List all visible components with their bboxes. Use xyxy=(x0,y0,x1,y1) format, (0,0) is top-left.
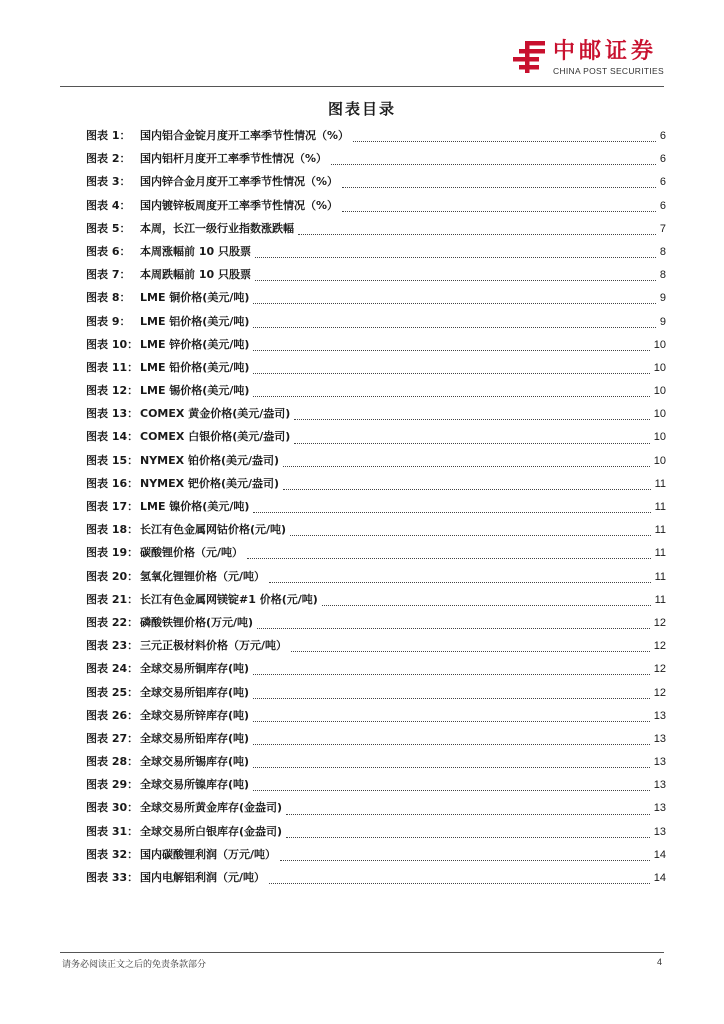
toc-entry-label: 图表 22： xyxy=(86,615,139,629)
toc-entry[interactable] xyxy=(86,289,666,312)
toc-entry-label: 图表 33： xyxy=(86,871,139,884)
toc-entry-label: 图表 25： xyxy=(86,685,139,699)
logo-chinese-name: 中邮证券 xyxy=(553,39,658,64)
company-logo xyxy=(511,40,664,76)
toc-entry-caption: LME 镍价格(美元/吨) xyxy=(140,500,250,513)
toc-entry-page: 12 xyxy=(653,640,666,653)
toc-entry-page: 13 xyxy=(653,756,666,769)
toc-title: 图表目录 xyxy=(327,100,396,118)
toc-entry-label: 图表 23： xyxy=(86,639,139,653)
toc-entry-caption: 国内铝合金锭月度开工率季节性情况（%） xyxy=(140,129,350,142)
toc-dot-leader xyxy=(286,814,650,815)
toc-entry-caption: 全球交易所黄金库存(金盎司) xyxy=(140,801,283,815)
toc-entry-label: 图表 9： xyxy=(86,314,131,328)
toc-entry-label: 图表 19： xyxy=(86,546,139,560)
toc-entry-label: 图表 26： xyxy=(86,708,139,722)
toc-entry-page: 6 xyxy=(659,130,666,142)
toc-dot-leader xyxy=(286,837,650,838)
toc-dot-leader xyxy=(291,651,650,652)
toc-entry-page: 13 xyxy=(653,825,666,838)
toc-entry-page: 12 xyxy=(653,663,666,676)
toc-entry-page: 10 xyxy=(653,408,666,421)
toc-entry-caption: LME 铜价格(美元/吨) xyxy=(140,291,250,305)
toc-entry[interactable] xyxy=(86,382,666,405)
toc-entry-caption: 磷酸铁锂价格(万元/吨) xyxy=(140,615,254,629)
toc-entry[interactable] xyxy=(86,869,666,892)
toc-entry-page: 10 xyxy=(653,431,666,444)
toc-entry-caption: COMEX 白银价格(美元/盎司) xyxy=(140,430,291,444)
toc-entry-caption: LME 铅价格(美元/吨) xyxy=(140,360,250,374)
toc-entry-label: 图表 28： xyxy=(86,755,139,769)
toc-entry-page: 12 xyxy=(653,686,666,699)
toc-entry-page: 14 xyxy=(653,872,666,884)
toc-entry-page: 11 xyxy=(654,570,666,583)
toc-entry-page: 10 xyxy=(653,361,666,374)
toc-entry-caption: 全球交易所铅库存(吨) xyxy=(140,731,250,745)
header-divider xyxy=(60,86,664,87)
toc-entry-label: 图表 13： xyxy=(86,407,139,421)
toc-dot-leader xyxy=(283,489,651,490)
toc-dot-leader xyxy=(294,443,649,444)
toc-entry-caption: LME 锡价格(美元/吨) xyxy=(140,384,250,398)
toc-dot-leader xyxy=(342,211,656,212)
toc-entry-caption: LME 锌价格(美元/吨) xyxy=(140,337,250,351)
toc-dot-leader xyxy=(253,373,649,374)
toc-dot-leader xyxy=(253,303,656,304)
toc-entry-label: 图表 14： xyxy=(86,430,139,444)
toc-entry-label: 图表 15： xyxy=(86,453,139,467)
toc-entry[interactable] xyxy=(86,428,666,451)
toc-entry[interactable] xyxy=(86,173,666,196)
toc-entry-label: 图表 7： xyxy=(86,268,131,282)
toc-entry-label: 图表 32： xyxy=(86,847,139,861)
toc-entry-label: 图表 20： xyxy=(86,569,139,583)
toc-entry-caption: 国内锌合金月度开工率季节性情况（%） xyxy=(140,175,339,189)
toc-dot-leader xyxy=(255,257,656,258)
toc-entry-page: 13 xyxy=(653,732,666,745)
toc-entry-caption: 国内镀锌板周度开工率季节性情况（%） xyxy=(140,198,339,212)
toc-entry[interactable] xyxy=(86,823,666,846)
toc-entry[interactable] xyxy=(86,266,666,289)
toc-entry-label: 图表 10： xyxy=(86,337,139,351)
toc-entry[interactable] xyxy=(86,776,666,799)
toc-entry[interactable] xyxy=(86,498,666,521)
toc-entry-page: 8 xyxy=(659,269,666,282)
logo-english-name: CHINA POST SECURITIES xyxy=(553,66,664,76)
toc-entry[interactable] xyxy=(86,637,666,660)
toc-dot-leader xyxy=(253,674,650,675)
toc-entry-page: 11 xyxy=(654,547,666,560)
toc-entry-page: 11 xyxy=(654,501,666,513)
toc-entry[interactable] xyxy=(86,359,666,382)
toc-entry[interactable] xyxy=(86,660,666,683)
toc-entry-label: 图表 4： xyxy=(86,198,131,212)
toc-dot-leader xyxy=(253,721,650,722)
toc-entry-caption: 长江有色金属网镁锭#1 价格(元/吨) xyxy=(140,592,318,606)
toc-entry-page: 13 xyxy=(653,802,666,815)
toc-entry[interactable] xyxy=(86,150,666,173)
toc-dot-leader xyxy=(283,466,650,467)
toc-entry-label: 图表 21： xyxy=(86,592,139,606)
toc-entry-caption: 碳酸锂价格（元/吨） xyxy=(140,546,244,560)
toc-entry-label: 图表 31： xyxy=(86,824,139,838)
toc-dot-leader xyxy=(353,141,656,142)
toc-dot-leader xyxy=(253,396,649,397)
toc-entry-page: 10 xyxy=(653,385,666,398)
toc-dot-leader xyxy=(253,698,650,699)
toc-entry-caption: COMEX 黄金价格(美元/盎司) xyxy=(140,407,291,421)
toc-entry-label: 图表 18： xyxy=(86,523,139,537)
toc-entry-label: 图表 6： xyxy=(86,244,131,258)
toc-entry[interactable] xyxy=(86,127,666,150)
toc-entry-label: 图表 27： xyxy=(86,731,139,745)
toc-dot-leader xyxy=(253,512,650,513)
toc-entry[interactable] xyxy=(86,336,666,359)
toc-dot-leader xyxy=(280,860,650,861)
toc-entry[interactable] xyxy=(86,799,666,822)
toc-entry-label: 图表 12： xyxy=(86,384,139,398)
footer-divider xyxy=(60,952,664,953)
toc-entry-caption: 本周跌幅前 10 只股票 xyxy=(140,268,251,282)
toc-entry[interactable] xyxy=(86,220,666,243)
toc-dot-leader xyxy=(257,628,650,629)
toc-entry-page: 13 xyxy=(653,779,666,792)
table-of-figures xyxy=(86,127,666,892)
toc-dot-leader xyxy=(255,280,656,281)
toc-entry-page: 6 xyxy=(659,199,666,212)
toc-entry-page: 9 xyxy=(659,315,666,328)
toc-entry-page: 11 xyxy=(654,593,666,606)
toc-entry-page: 6 xyxy=(659,153,666,166)
toc-entry[interactable] xyxy=(86,591,666,614)
toc-entry-label: 图表 29： xyxy=(86,778,139,792)
toc-entry-page: 10 xyxy=(653,338,666,351)
toc-entry-page: 7 xyxy=(659,222,666,235)
china-post-logo-icon xyxy=(511,40,547,74)
toc-dot-leader xyxy=(294,419,649,420)
toc-entry-caption: 氢氧化锂锂价格（元/吨） xyxy=(140,569,266,583)
toc-entry-label: 图表 16： xyxy=(86,476,139,490)
toc-entry[interactable] xyxy=(86,568,666,591)
toc-entry-label: 图表 3： xyxy=(86,175,131,189)
toc-entry-caption: 本周涨幅前 10 只股票 xyxy=(140,244,251,258)
toc-dot-leader xyxy=(342,187,656,188)
toc-entry[interactable] xyxy=(86,243,666,266)
toc-entry-label: 图表 5： xyxy=(86,221,131,235)
toc-entry[interactable] xyxy=(86,846,666,869)
toc-entry-caption: 全球交易所铝库存(吨) xyxy=(140,685,250,699)
toc-entry-label: 图表 30： xyxy=(86,801,139,815)
toc-dot-leader xyxy=(269,883,650,884)
toc-dot-leader xyxy=(253,744,650,745)
toc-entry-caption: 全球交易所锌库存(吨) xyxy=(140,708,250,722)
toc-entry-caption: 国内铝杆月度开工率季节性情况（%） xyxy=(140,152,328,166)
toc-dot-leader xyxy=(253,767,650,768)
toc-entry-caption: 三元正极材料价格（万元/吨） xyxy=(140,639,288,653)
footer-disclaimer: 请务必阅读正文之后的免责条款部分 xyxy=(62,960,207,970)
toc-entry-caption: NYMEX 钯价格(美元/盎司) xyxy=(140,476,280,490)
toc-dot-leader xyxy=(298,234,656,235)
toc-entry[interactable] xyxy=(86,730,666,753)
toc-entry[interactable] xyxy=(86,707,666,730)
toc-entry[interactable] xyxy=(86,452,666,475)
toc-dot-leader xyxy=(247,558,651,559)
toc-entry[interactable] xyxy=(86,684,666,707)
toc-entry-label: 图表 17： xyxy=(86,500,139,513)
toc-entry-page: 6 xyxy=(659,176,666,189)
toc-dot-leader xyxy=(253,790,650,791)
toc-entry[interactable] xyxy=(86,544,666,567)
page-header xyxy=(60,36,664,86)
toc-entry-caption: 本周，长江一级行业指数涨跌幅 xyxy=(140,221,294,235)
toc-entry[interactable] xyxy=(86,614,666,637)
toc-entry-page: 13 xyxy=(653,709,666,722)
toc-entry-caption: 长江有色金属网钴价格(元/吨) xyxy=(140,523,287,537)
toc-entry[interactable] xyxy=(86,405,666,428)
toc-entry[interactable] xyxy=(86,475,666,498)
toc-entry-page: 11 xyxy=(654,524,666,537)
toc-entry[interactable] xyxy=(86,313,666,336)
toc-entry-caption: LME 铝价格(美元/吨) xyxy=(140,314,250,328)
toc-entry-page: 14 xyxy=(653,848,666,861)
toc-entry-caption: 全球交易所白银库存(金盎司) xyxy=(140,824,283,838)
toc-entry-caption: NYMEX 铂价格(美元/盎司) xyxy=(140,453,280,467)
toc-entry-caption: 全球交易所锡库存(吨) xyxy=(140,755,250,769)
toc-entry-page: 10 xyxy=(653,454,666,467)
toc-entry-label: 图表 11： xyxy=(86,360,139,374)
toc-entry-page: 8 xyxy=(659,245,666,258)
toc-entry[interactable] xyxy=(86,197,666,220)
toc-dot-leader xyxy=(322,605,651,606)
toc-entry-caption: 国内碳酸锂利润（万元/吨） xyxy=(140,847,277,861)
toc-dot-leader xyxy=(290,535,651,536)
toc-entry-page: 9 xyxy=(659,292,666,305)
toc-dot-leader xyxy=(253,350,649,351)
toc-entry-label: 图表 8： xyxy=(86,291,131,305)
toc-entry[interactable] xyxy=(86,521,666,544)
toc-dot-leader xyxy=(253,327,656,328)
toc-entry-page: 12 xyxy=(653,616,666,629)
toc-entry-page: 11 xyxy=(654,477,666,490)
toc-dot-leader xyxy=(331,164,656,165)
toc-entry-caption: 全球交易所铜库存(吨) xyxy=(140,662,250,676)
toc-entry[interactable] xyxy=(86,753,666,776)
toc-entry-label: 图表 2： xyxy=(86,152,131,166)
page-number: 4 xyxy=(656,957,662,967)
toc-entry-label: 图表 24： xyxy=(86,662,139,676)
toc-entry-caption: 国内电解铝利润（元/吨） xyxy=(140,871,266,884)
toc-entry-label: 图表 1： xyxy=(86,129,131,142)
toc-entry-caption: 全球交易所镍库存(吨) xyxy=(140,778,250,792)
toc-dot-leader xyxy=(269,582,651,583)
